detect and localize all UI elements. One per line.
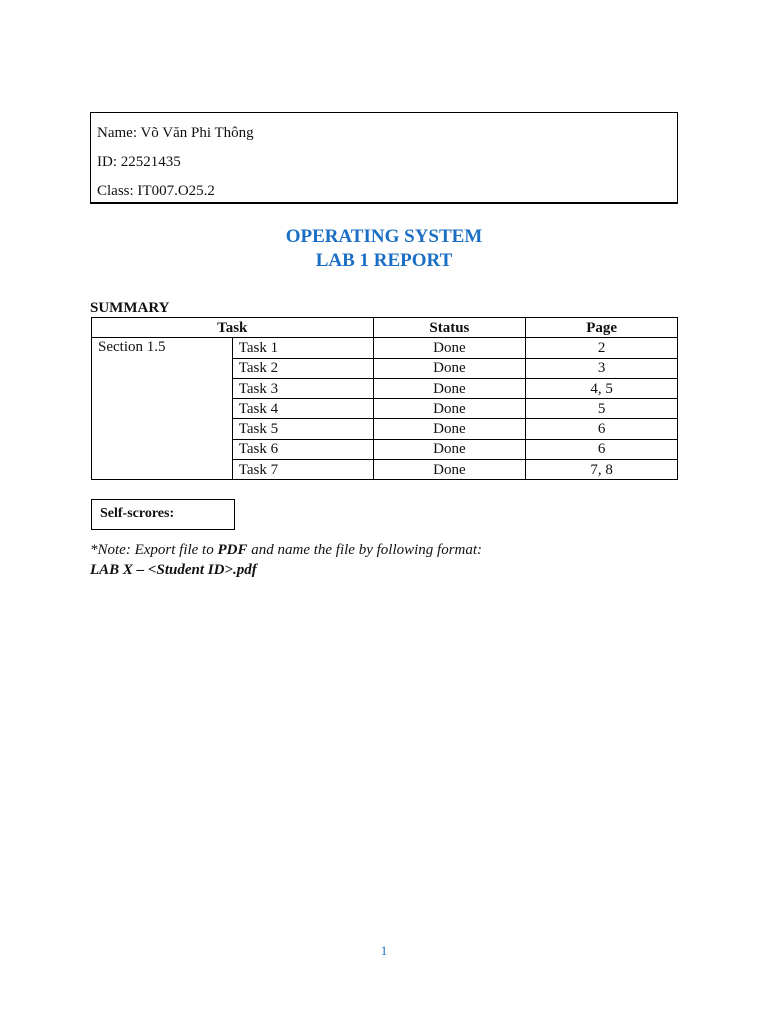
task-cell: Task 1: [232, 338, 373, 358]
task-cell: Task 7: [232, 460, 373, 480]
header-task: Task: [92, 318, 374, 338]
status-cell: Done: [373, 419, 526, 439]
status-cell: Done: [373, 378, 526, 398]
table-header-row: [92, 318, 678, 338]
task-cell: Task 3: [232, 378, 373, 398]
status-cell: Done: [373, 358, 526, 378]
task-cell: Task 6: [232, 439, 373, 459]
status-cell: Done: [373, 338, 526, 358]
header-status: Status: [373, 318, 526, 338]
task-cell: Task 5: [232, 419, 373, 439]
table-row: [92, 338, 678, 358]
page-cell: 6: [526, 439, 678, 459]
student-info-box: [90, 112, 678, 204]
page-cell: 3: [526, 358, 678, 378]
task-cell: Task 4: [232, 399, 373, 419]
title-line-2: LAB 1 REPORT: [315, 250, 453, 271]
note-line: [90, 540, 690, 560]
status-cell: Done: [373, 460, 526, 480]
task-cell: Task 2: [232, 358, 373, 378]
note-suffix: and name the file by following format:: [247, 542, 483, 558]
self-scores-box: [91, 499, 235, 530]
note-format-word: PDF: [217, 542, 248, 558]
status-cell: Done: [373, 399, 526, 419]
filename-format: LAB X – <Student ID>.pdf: [90, 562, 257, 578]
page-cell: 5: [526, 399, 678, 419]
section-cell: Section 1.5: [92, 338, 233, 480]
summary-heading: SUMMARY: [90, 300, 170, 316]
student-name: Name: Võ Văn Phi Thông: [97, 125, 254, 141]
self-scores-label: Self-scrores:: [100, 506, 175, 521]
page-cell: 7, 8: [526, 460, 678, 480]
export-note: [90, 540, 690, 580]
page-number: 1: [380, 943, 388, 958]
report-title: [0, 225, 768, 273]
summary-table: [91, 317, 678, 480]
page-cell: 4, 5: [526, 378, 678, 398]
student-class: Class: IT007.O25.2: [97, 183, 215, 199]
student-id: ID: 22521435: [97, 154, 181, 170]
header-page: Page: [526, 318, 678, 338]
note-prefix: *Note: Export file to: [90, 542, 218, 558]
page-cell: 6: [526, 419, 678, 439]
status-cell: Done: [373, 439, 526, 459]
page-cell: 2: [526, 338, 678, 358]
title-line-1: OPERATING SYSTEM: [285, 226, 483, 247]
